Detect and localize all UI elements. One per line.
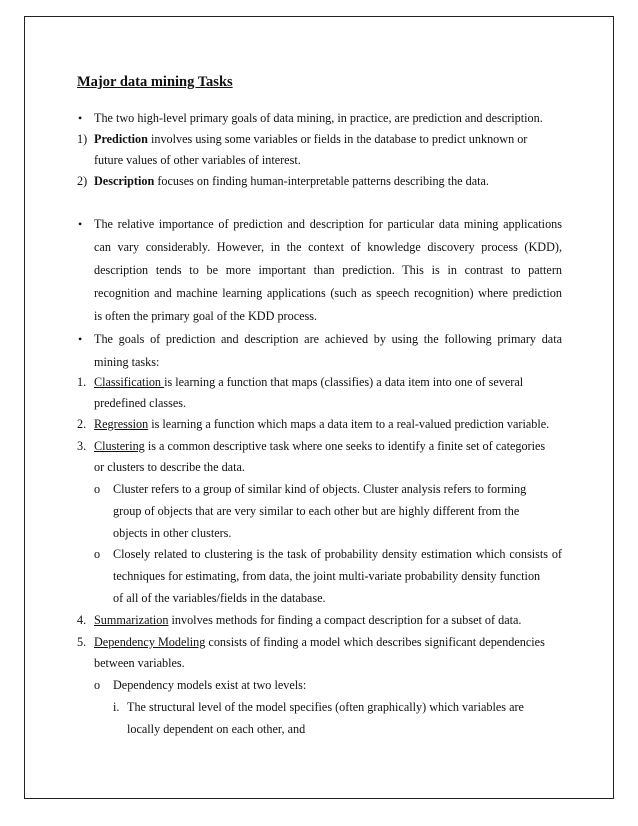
bullet-marker: • <box>78 332 83 346</box>
description-term: Description <box>94 174 155 188</box>
item-marker: 2) <box>77 174 88 188</box>
structural-level-line: The structural level of the model specifies (often graphically) which variables are <box>127 700 524 714</box>
goals-line: The goals of prediction and description are achieved by using the following primary data <box>94 332 562 346</box>
clustering-text: is a common descriptive task where one seeks to identify a finite set of categories <box>144 439 546 453</box>
importance-line: is often the primary goal of the KDD process. <box>94 309 318 323</box>
sub-marker: o <box>94 678 101 692</box>
importance-line: recognition and machine learning applications (such as speech recognition) where prediction <box>94 286 562 300</box>
dependency-modeling-text: consists of finding a model which describes significant dependencies <box>205 635 545 649</box>
density-estimation-line: of all of the variables/fields in the database. <box>113 591 326 605</box>
cluster-definition-line: Cluster refers to a group of similar kind of objects. Cluster analysis refers to forming <box>113 482 527 496</box>
sub-marker: o <box>94 482 101 496</box>
dependency-levels: Dependency models exist at two levels: <box>113 678 307 692</box>
classification-term: Classification <box>94 375 165 389</box>
summarization-item <box>94 612 521 628</box>
density-estimation-line: Closely related to clustering is the task of probability density estimation which consists of <box>113 547 562 561</box>
clustering-term: Clustering <box>94 439 145 453</box>
regression-item <box>94 416 549 432</box>
classification-text: is learning a function that maps (classifies) a data item into one of several <box>164 375 524 389</box>
task-marker: 4. <box>77 613 87 627</box>
classification-continuation: predefined classes. <box>94 396 187 410</box>
description-text: focuses on finding human-interpretable patterns describing the data. <box>154 174 489 188</box>
importance-line: description tends to be more important than prediction. This is in contrast to pattern <box>94 263 562 277</box>
task-marker: 2. <box>77 417 87 431</box>
cluster-definition-line: group of objects that are very similar to each other but are highly different from the <box>113 504 520 518</box>
dependency-modeling-continuation: between variables. <box>94 656 185 670</box>
dependency-modeling-term: Dependency Modeling <box>94 635 206 649</box>
bullet-marker: • <box>78 111 83 125</box>
regression-text: is learning a function which maps a data item to a real-valued prediction variable. <box>148 417 550 431</box>
description-item <box>94 173 489 189</box>
summarization-term: Summarization <box>94 613 169 627</box>
structural-level-line: locally dependent on each other, and <box>127 722 306 736</box>
dependency-modeling-item <box>94 634 545 650</box>
prediction-continuation: future values of other variables of interest. <box>94 153 301 167</box>
sub-marker: o <box>94 547 101 561</box>
importance-line: can vary considerably. However, in the context of knowledge discovery process (KDD), <box>94 240 562 254</box>
task-marker: 5. <box>77 635 87 649</box>
clustering-item <box>94 438 545 454</box>
classification-item <box>94 374 523 390</box>
bullet-goals: The two high-level primary goals of data mining, in practice, are prediction and description. <box>94 111 543 125</box>
prediction-term: Prediction <box>94 132 148 146</box>
importance-line: The relative importance of prediction and description for particular data mining applications <box>94 217 562 231</box>
bullet-marker: • <box>78 217 83 231</box>
density-estimation-line: techniques for estimating, from data, the joint multi-variate probability density function <box>113 569 541 583</box>
summarization-text: involves methods for finding a compact description for a subset of data. <box>168 613 522 627</box>
cluster-definition-line: objects in other clusters. <box>113 526 232 540</box>
prediction-text: involves using some variables or fields in the database to predict unknown or <box>147 132 528 146</box>
task-marker: 3. <box>77 439 87 453</box>
clustering-continuation: or clusters to describe the data. <box>94 460 245 474</box>
task-marker: 1. <box>77 375 87 389</box>
item-marker: 1) <box>77 132 88 146</box>
roman-marker: i. <box>113 700 120 714</box>
prediction-item <box>94 131 546 147</box>
page-title: Major data mining Tasks <box>77 74 233 90</box>
regression-term: Regression <box>94 417 149 431</box>
goals-line: mining tasks: <box>94 355 160 369</box>
